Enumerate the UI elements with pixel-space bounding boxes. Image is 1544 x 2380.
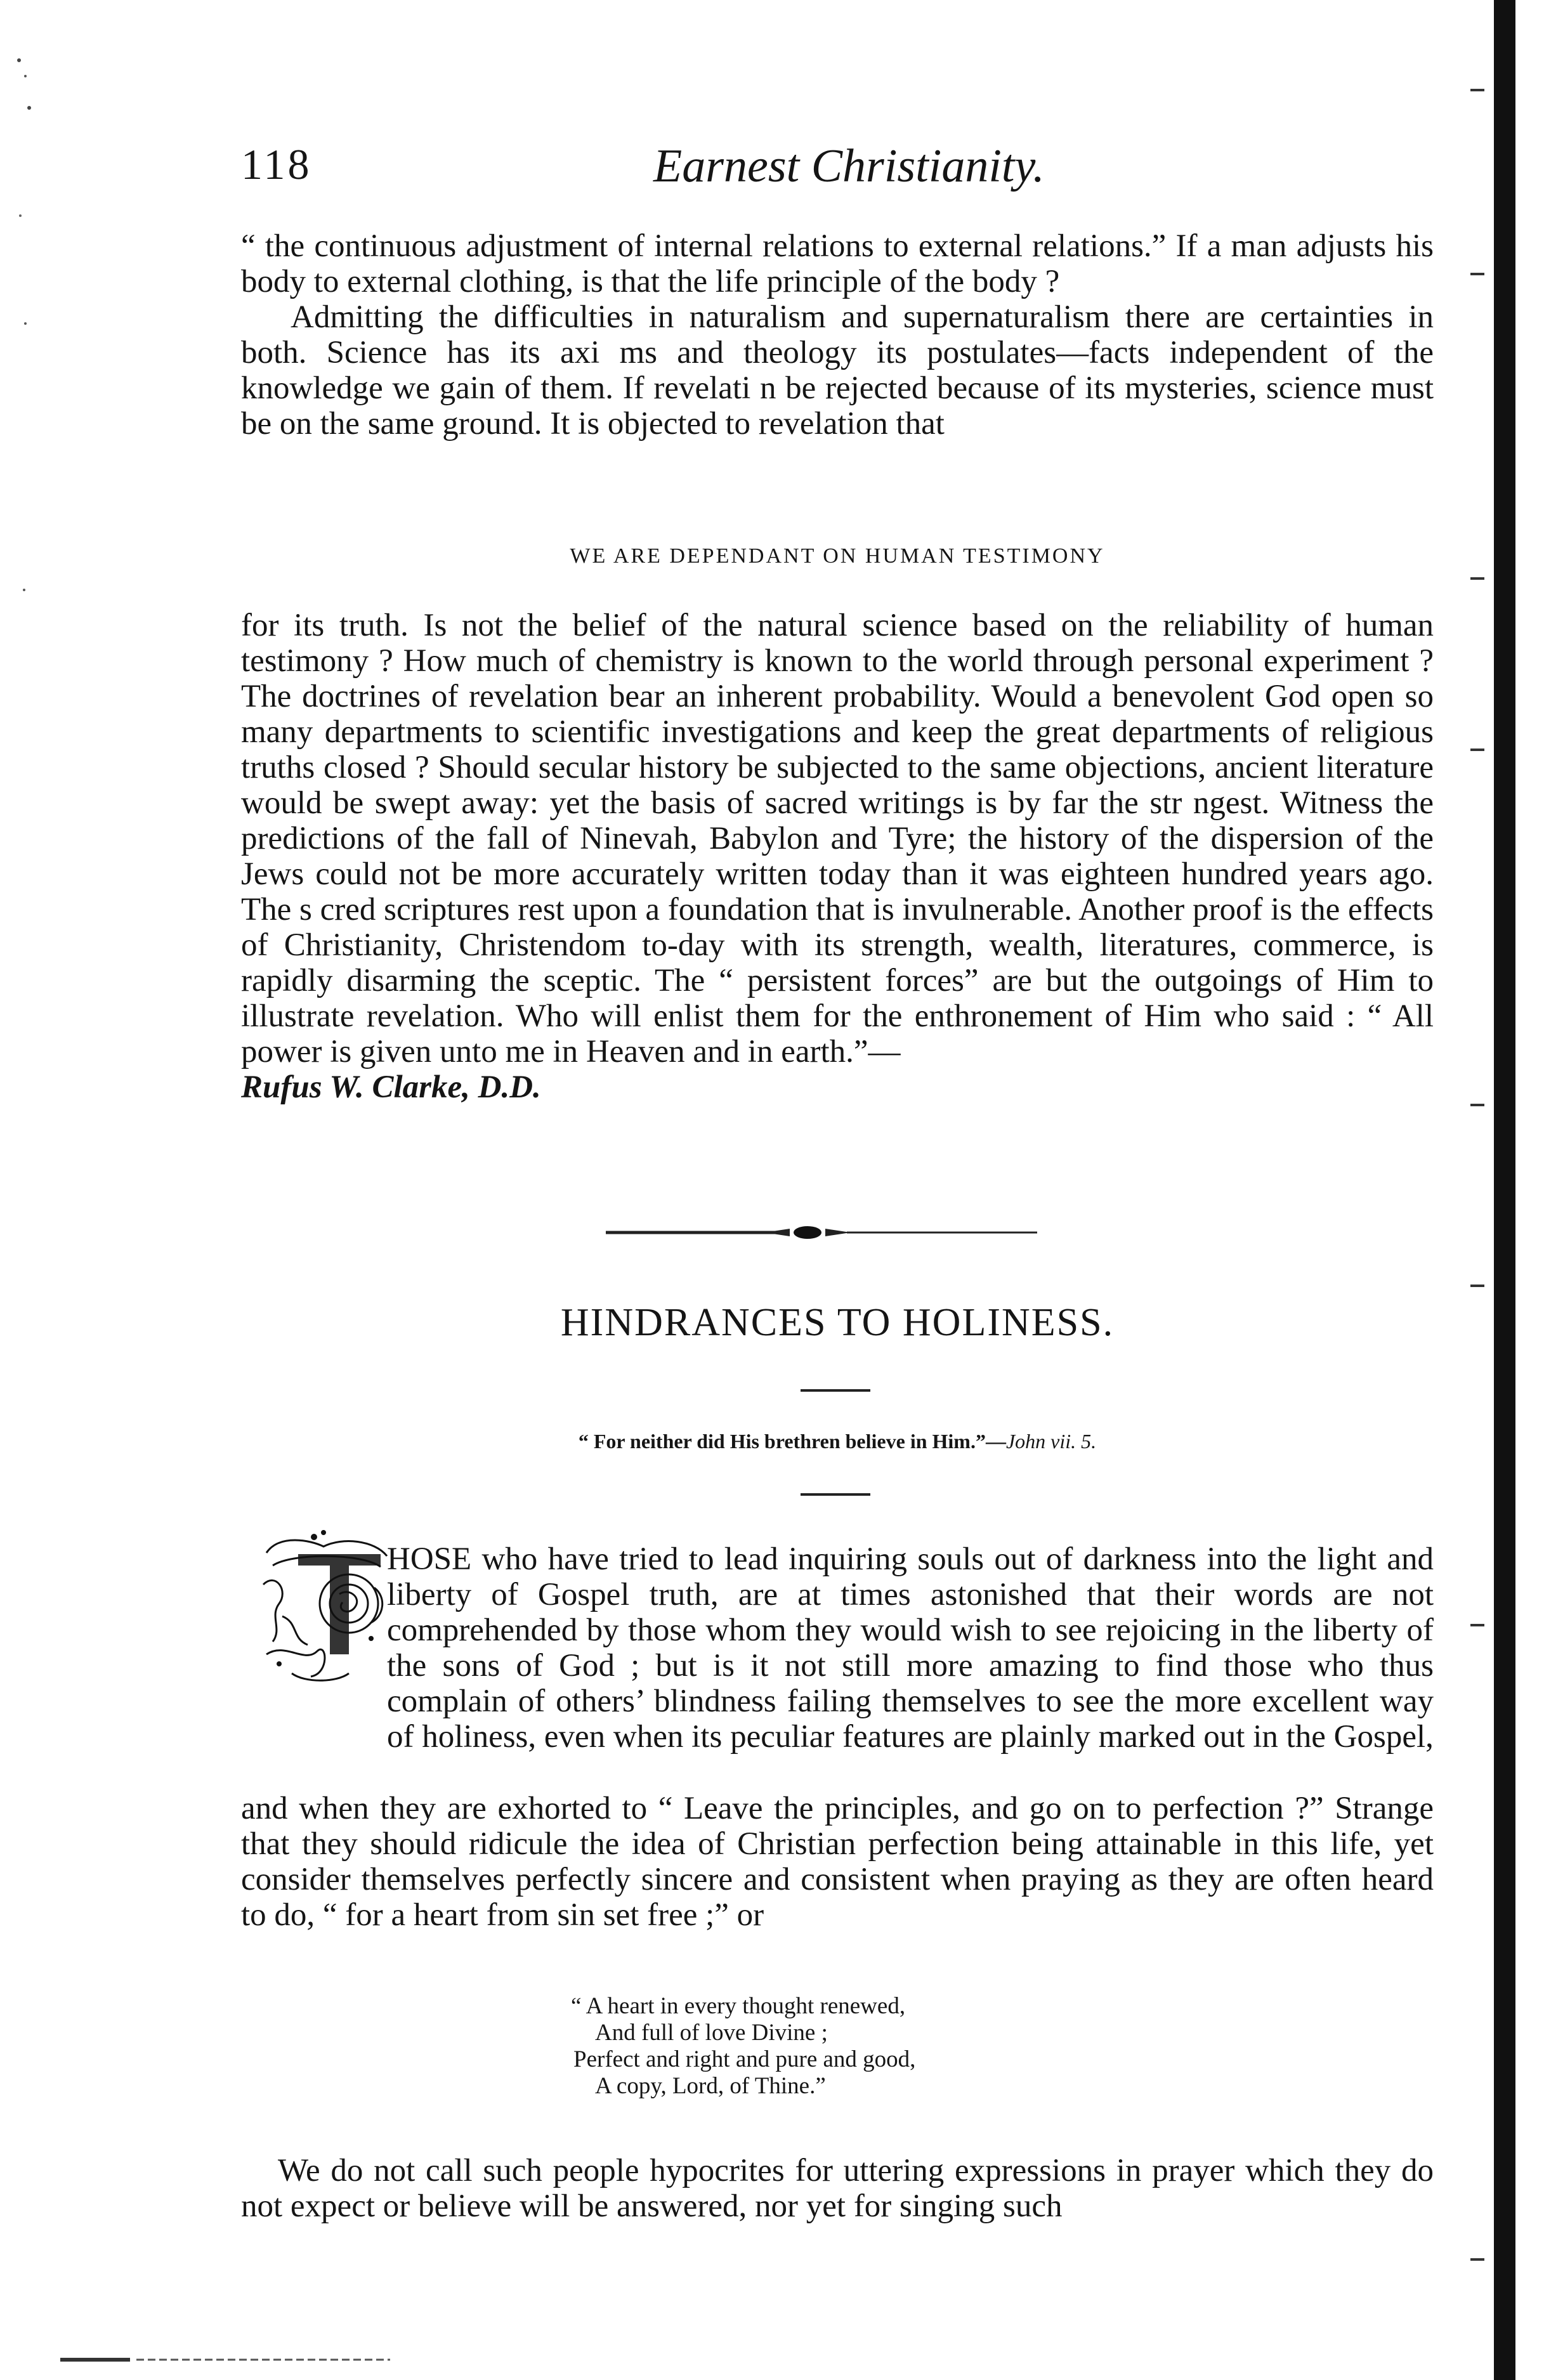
article-title: HINDRANCES TO HOLINESS. [560, 1301, 1115, 1344]
opening-paragraph: HOSE who have tried to lead inquiring souls out of darkness into the light and liberty of Gospel truth, are at times astonished that their words are not comprehended by those whom they would wish to see rejoicing in the liberty of the sons of God ; but is it not still more amazing to find those who thus complain of others’ blindness failing themselves to see the more excellent way of holiness, even when its peculiar features are plainly marked out in the Gospel, [387, 1541, 1434, 1755]
margin-marks [1470, 0, 1489, 2380]
epigraph-reference: John vii. 5. [1005, 1430, 1097, 1453]
scan-artifact [60, 2355, 390, 2361]
title-rule [801, 1389, 870, 1392]
paragraph: “ the continuous adjustment of internal relations to external relations.” If a man adjusts his body to external clothing, is that the life principle of the body ? [241, 228, 1434, 299]
paragraph: and when they are exhorted to “ Leave the principles, and go on to perfection ?” Strange that they should ridicule the idea of Christian perfection being attainable in this life, yet consider themselves perfectly sincere and consistent when praying as they are often heard to do, “ for a heart from sin set free ;” or [241, 1791, 1434, 1933]
ornamental-drop-cap [254, 1527, 398, 1686]
epigraph-text: “ For neither did His brethren believe in Him.”— [578, 1430, 1006, 1453]
epigraph-rule [801, 1493, 870, 1496]
scan-specks [6, 25, 57, 660]
section-divider-ornament [606, 1223, 1037, 1242]
verse-line: “ A heart in every thought renewed, [571, 1993, 906, 2019]
article-one-opening [241, 228, 1434, 441]
running-title: Earnest Christianity. [653, 140, 1045, 192]
page-binding-edge [1494, 0, 1515, 2380]
paragraph: We do not call such people hypocrites for uttering expressions in prayer which they do not expect or believe will be answered, nor yet for singing such [241, 2153, 1434, 2224]
article-one-body [241, 608, 1434, 1105]
verse-line: And full of love Divine ; [595, 2020, 828, 2046]
section-subheading: WE ARE DEPENDANT ON HUMAN TESTIMONY [570, 544, 1105, 568]
hymn-verse [571, 1993, 1142, 2100]
page-number: 118 [241, 140, 312, 188]
author-signature: Rufus W. Clarke, D.D. [241, 1069, 541, 1105]
epigraph [241, 1430, 1434, 1453]
verse-line: Perfect and right and pure and good, [573, 2046, 916, 2072]
paragraph: for its truth. Is not the belief of the natural science based on the reliability of human testimony ? How much of chemistry is known to the world through personal experiment ? The doctrines of revelation bear an inherent probability. Would a benevolent God open so many departments to scientific investigations and keep the great departments of religious truths closed ? Should secular history be subjected to the same objections, ancient literature would be swept away: yet the basis of sacred writings is by far the str ngest. Witness the predictions of the fall of Ninevah, Babylon and Tyre; the history of the dispersion of the Jews could not be more accurately written today than it was eighteen hundred years ago. The s cred scriptures rest upon a foundation that is invulnerable. Another proof is the effects of Christianity, Christendom to-day with its strength, wealth, literatures, commerce, is rapidly disarming the sceptic. The “ persistent forces” are but the outgoings of Him to illustrate revelation. Who will enlist them for the enthronement of Him who said : “ All power is given unto me in Heaven and in earth.”— [241, 608, 1434, 1069]
page-header [241, 140, 1434, 197]
paragraph: Admitting the difficulties in naturalism and supernaturalism there are certainties in both. Science has its axi ms and theology its postulates—facts independent of the knowledge we gain of them. If revelati n be rejected because of its mysteries, science must be on the same ground. It is objected to revelation that [241, 299, 1434, 441]
verse-line: A copy, Lord, of Thine.” [595, 2073, 826, 2099]
